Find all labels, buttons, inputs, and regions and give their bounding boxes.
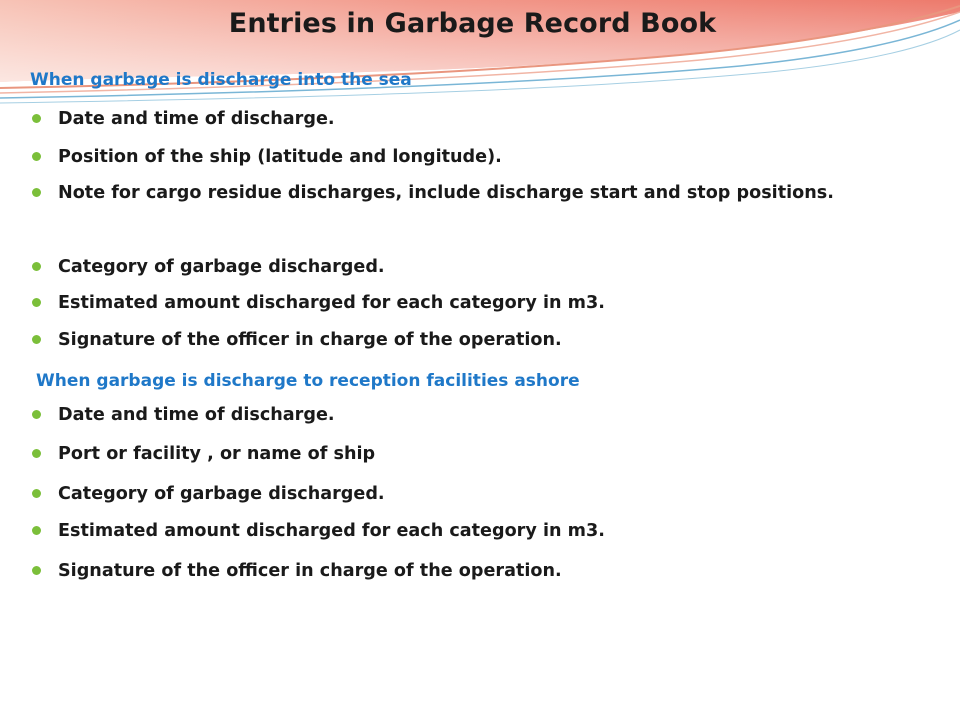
bullet-icon — [32, 526, 41, 535]
list-item: Signature of the officer in charge of the operation. — [58, 330, 562, 350]
section-heading-sea: When garbage is discharge into the sea — [30, 70, 412, 90]
bullet-icon — [32, 410, 41, 419]
list-item: Date and time of discharge. — [58, 405, 335, 425]
section-heading-ashore: When garbage is discharge to reception facilities ashore — [36, 371, 580, 391]
bullet-icon — [32, 188, 41, 197]
list-item: Signature of the officer in charge of the operation. — [58, 561, 562, 581]
bullet-icon — [32, 152, 41, 161]
list-item: Category of garbage discharged. — [58, 257, 385, 277]
list-item: Position of the ship (latitude and longitude). — [58, 147, 502, 167]
bullet-icon — [32, 114, 41, 123]
bullet-icon — [32, 566, 41, 575]
list-item: Category of garbage discharged. — [58, 484, 385, 504]
list-item: Port or facility , or name of ship — [58, 444, 376, 464]
bullet-icon — [32, 262, 41, 271]
bullet-icon — [32, 298, 41, 307]
list-item: Estimated amount discharged for each category in m3. — [58, 521, 605, 541]
list-item: Date and time of discharge. — [58, 109, 335, 129]
bullet-icon — [32, 449, 41, 458]
list-item: Estimated amount discharged for each category in m3. — [58, 293, 605, 313]
bullet-icon — [32, 335, 41, 344]
slide-title: Entries in Garbage Record Book — [228, 8, 717, 39]
list-item: Note for cargo residue discharges, include discharge start and stop positions. — [58, 183, 834, 203]
bullet-icon — [32, 489, 41, 498]
